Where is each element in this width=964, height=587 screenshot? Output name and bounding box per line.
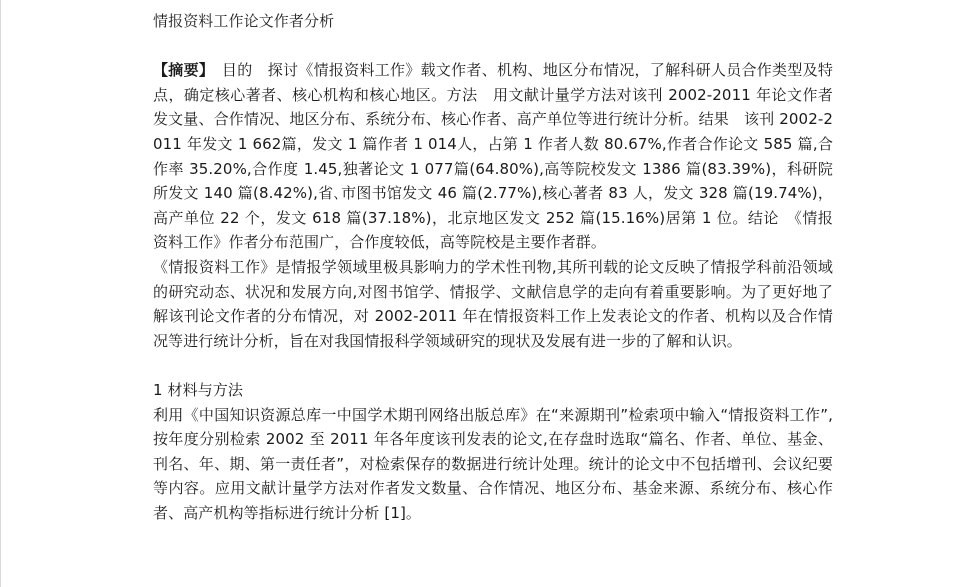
section-1-heading: 1 材料与方法	[153, 380, 244, 399]
page-left-edge	[0, 0, 1, 587]
abstract-paragraph	[153, 58, 833, 255]
blank-line	[153, 34, 833, 59]
blank-line	[153, 353, 833, 378]
document-body	[153, 0, 833, 525]
intro-paragraph: 《情报资料工作》是情报学领域里极具影响力的学术性刊物,其所刊载的论文反映了情报学科前沿领域的研究动态、状况和发展方向,对图书馆学、情报学、文献信息学的走向有着重要影响。为了更好地了解该刊论文作者的分布情况，对 2002-2011 年在情报资料工作上发表论文的作者、机构以及合作情况等进行统计分析，旨在对我国情报科学领域研究的现状及发展有进一步的了解和认识。	[153, 257, 833, 350]
abstract-text: 目的 探讨《情报资料工作》载文作者、机构、地区分布情况，了解科研人员合作类型及特点，确定核心著者、核心机构和核心地区。方法 用文献计量学方法对该刊 2002-2011 年论文作者发文量、合作情况、地区分布、系统分布、核心作者、高产单位等进行统计分析。结果 该刊 2002-2011 年发文 1 662篇，发文 1 篇作者 1 014人，占第 1 作者人数 80.67%,作者合作论文 585 篇,合作率 35.20%,合作度 1.45,独著论文 1 077篇(64.80%),高等院校发文 1386 篇(83.39%)，科研院所发文 140 篇(8.42%),省､市图书馆发文 46 篇(2.77%),核心著者 83 人，发文 328 篇(19.74%)，高产单位 22 个，发文 618 篇(37.18%)，北京地区发文 252 篇(15.16%)居第 1 位。结论 《情报资料工作》作者分布范围广，合作度较低，高等院校是主要作者群。	[153, 61, 834, 252]
section-1-paragraph: 利用《中国知识资源总库一中国学术期刊网络出版总库》在“来源期刊”检索项中输入“情报资料工作”,按年度分别检索 2002 至 2011 年各年度该刊发表的论文,在存盘时选取“篇名、作者、单位、基金、刊名、年、期、第一责任者”，对检索保存的数据进行统计处理。统计的论文中不包括增刊、会议纪要等内容。应用文献计量学方法对作者发文数量、合作情况、地区分布、基金来源、系统分布、核心作者、高产机构等指标进行统计分析 [1]。	[153, 405, 833, 522]
document-title: 情报资料工作论文作者分析	[153, 12, 335, 30]
abstract-label: 【摘要】	[153, 61, 207, 80]
